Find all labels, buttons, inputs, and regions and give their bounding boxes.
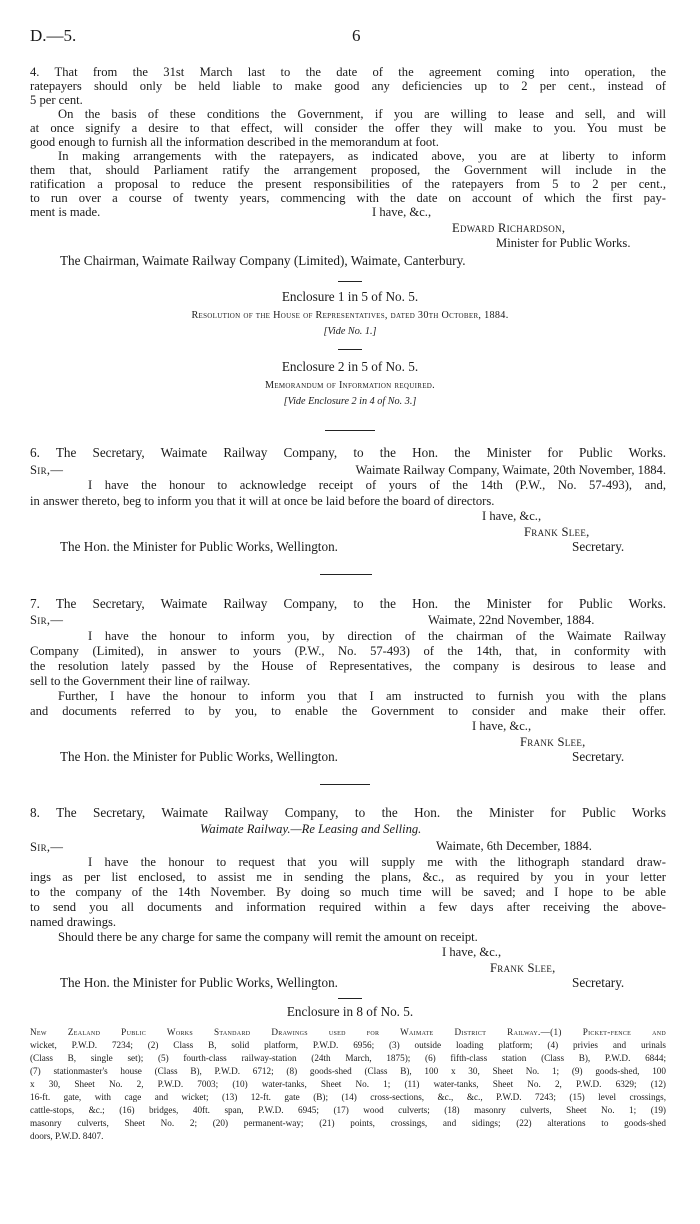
signatory-title: Secretary.: [572, 975, 625, 990]
enclosure-line: (7) stationmaster's house (Class B), P.W.D. 6712; (8) goods-shed (Class B), 100 x 30, Sheet No. 1; (9) goods-shed, 100: [30, 1066, 666, 1076]
signatory: Frank Slee,: [524, 525, 590, 539]
body-line: ment is made.: [30, 205, 101, 219]
enclosure-line: x 30, Sheet No. 2, P.W.D. 7003; (10) water-tanks, Sheet No. 1; (11) water-tanks, Sheet No. 2, P.W.D. 6329; (12): [30, 1079, 666, 1089]
closing: I have, &c.,: [472, 719, 532, 733]
salutation: Sir,—: [30, 613, 64, 627]
divider: [338, 349, 362, 350]
divider: [338, 998, 362, 999]
signatory-title: Secretary.: [572, 539, 625, 554]
addressee: The Hon. the Minister for Public Works, Wellington.: [60, 539, 338, 554]
enclosure-description: Memorandum of Information required.: [264, 380, 436, 391]
place-date: Waimate, 6th December, 1884.: [436, 839, 592, 853]
body-line: in answer thereto, beg to inform you that it will at once be laid before the board of directors.: [30, 494, 495, 508]
letter-heading: 6. The Secretary, Waimate Railway Company, to the Hon. the Minister for Public Works.: [30, 445, 666, 460]
body-line: the resolution lately passed by the House of Representatives, the company is desirous to lease and: [30, 659, 666, 673]
enclosure-reference: [Vide No. 1.]: [323, 326, 377, 337]
signatory: Frank Slee,: [520, 735, 586, 749]
enclosure-reference: [Vide Enclosure 2 in 4 of No. 3.]: [283, 396, 417, 407]
body-line: at once signify a desire to that effect, will consider the offer they will make to you. You must be: [30, 121, 666, 135]
body-line: I have the honour to acknowledge receipt of yours of the 14th (P.W., No. 57-493), and,: [88, 478, 666, 492]
body-line: On the basis of these conditions the Government, if you are willing to lease and sell, and will: [58, 107, 666, 121]
enclosure-heading: Enclosure in 8 of No. 5.: [286, 1004, 414, 1019]
signatory: Frank Slee,: [490, 961, 556, 975]
enclosure-line: New Zealand Public Works Standard Drawings used for Waimate District Railway.—(1) Picket-fence and: [30, 1027, 666, 1037]
closing: I have, &c.,: [482, 509, 542, 523]
body-line: sell to the Government their line of railway.: [30, 674, 251, 688]
body-line: to run over a course of twenty years, commencing with the date on account of which the first pay-: [30, 191, 666, 205]
signatory-title: Secretary.: [572, 749, 625, 764]
closing: I have, &c.,: [442, 945, 502, 959]
body-line: named drawings.: [30, 915, 117, 929]
body-line: I have the honour to inform you, by direction of the chairman of the Waimate Railway: [88, 629, 666, 643]
signatory-title: Minister for Public Works.: [496, 236, 631, 250]
enclosure-heading: Enclosure 1 in 5 of No. 5.: [281, 289, 419, 304]
body-line: ratification a proposal to reduce the present responsibilities of the ratepayers from 5 to 2 per cent.,: [30, 177, 666, 191]
body-line: and documents referred to by you, to enable the Government to consider and make their offer.: [30, 704, 666, 718]
closing: I have, &c.,: [372, 205, 432, 219]
addressee: The Chairman, Waimate Railway Company (Limited), Waimate, Canterbury.: [60, 253, 466, 268]
salutation: Sir,—: [30, 840, 64, 854]
enclosure-description: Resolution of the House of Representatives, dated 30th October, 1884.: [191, 310, 509, 321]
body-line: In making arrangements with the ratepayers, as indicated above, you are at liberty to inform: [58, 149, 666, 163]
body-line: Further, I have the honour to inform you that I am instructed to furnish you with the plans: [58, 689, 666, 703]
body-line: to send you all documents and information required within a few days after receiving the above-: [30, 900, 666, 914]
body-line: them that, should Parliament ratify the arrangement proposed, the Government will include in the: [30, 163, 666, 177]
body-line: I have the honour to request that you will supply me with the lithograph standard draw-: [88, 855, 666, 869]
body-line: 4. That from the 31st March last to the date of the agreement coming into operation, the: [30, 65, 666, 79]
place-date: Waimate Railway Company, Waimate, 20th November, 1884.: [355, 463, 666, 477]
letter-subject: Waimate Railway.—Re Leasing and Selling.: [200, 822, 422, 836]
divider: [320, 784, 370, 785]
body-line: to the company of the 14th November. By doing so much time will be saved; and I hope to be able: [30, 885, 666, 899]
body-line: ratepayers should only be held liable to make good any deficiencies up to 2 per cent., instead of: [30, 79, 666, 93]
enclosure-line: masonry culverts, Sheet No. 2; (20) permanent-way; (21) points, crossings, and sidings; (22) alterations to goods-shed: [30, 1118, 666, 1128]
place-date: Waimate, 22nd November, 1884.: [428, 613, 595, 627]
enclosure-line: 16-ft. gate, with cage and wicket; (13) 12-ft. gate (B); (14) cross-sections, &c., &c., P.W.D. 7243; (15) level crossings,: [30, 1092, 666, 1102]
enclosure-heading: Enclosure 2 in 5 of No. 5.: [281, 359, 419, 374]
addressee: The Hon. the Minister for Public Works, Wellington.: [60, 975, 338, 990]
divider: [320, 574, 372, 575]
body-line: Should there be any charge for same the company will remit the amount on receipt.: [58, 930, 478, 944]
body-line: ings as per list enclosed, to assist me in sending the plans, &c., as required by you in your letter: [30, 870, 666, 884]
body-line: Company (Limited), in answer to yours (P.W., No. 57-493) of the 14th, that, in conformity with: [30, 644, 666, 658]
enclosure-line: cattle-stops, &c.; (16) bridges, 40ft. span, P.W.D. 6945; (17) wood culverts; (18) masonry culverts, Sheet No. 1; (19): [30, 1105, 666, 1115]
signatory: Edward Richardson,: [452, 221, 566, 235]
body-line: good enough to furnish all the information described in the memorandum at foot.: [30, 135, 439, 149]
page-number: 6: [352, 26, 361, 45]
enclosure-line: wicket, P.W.D. 7234; (2) Class B, solid platform, P.W.D. 6956; (3) outside loading platform; (4) privies and urinals: [30, 1040, 666, 1050]
enclosure-line: doors, P.W.D. 8407.: [30, 1131, 104, 1141]
addressee: The Hon. the Minister for Public Works, Wellington.: [60, 749, 338, 764]
document-code: D.—5.: [30, 26, 77, 45]
letter-heading: 8. The Secretary, Waimate Railway Company, to the Hon. the Minister for Public Works: [30, 805, 666, 820]
salutation: Sir,—: [30, 463, 64, 477]
letter-heading: 7. The Secretary, Waimate Railway Company, to the Hon. the Minister for Public Works.: [30, 596, 666, 611]
divider: [338, 281, 362, 282]
enclosure-line: (Class B, single set); (5) fourth-class railway-station (24th March, 1875); (6) fifth-class station (Class B), P.W.D. 6844;: [30, 1053, 666, 1063]
body-line: 5 per cent.: [30, 93, 83, 107]
divider: [325, 430, 375, 431]
